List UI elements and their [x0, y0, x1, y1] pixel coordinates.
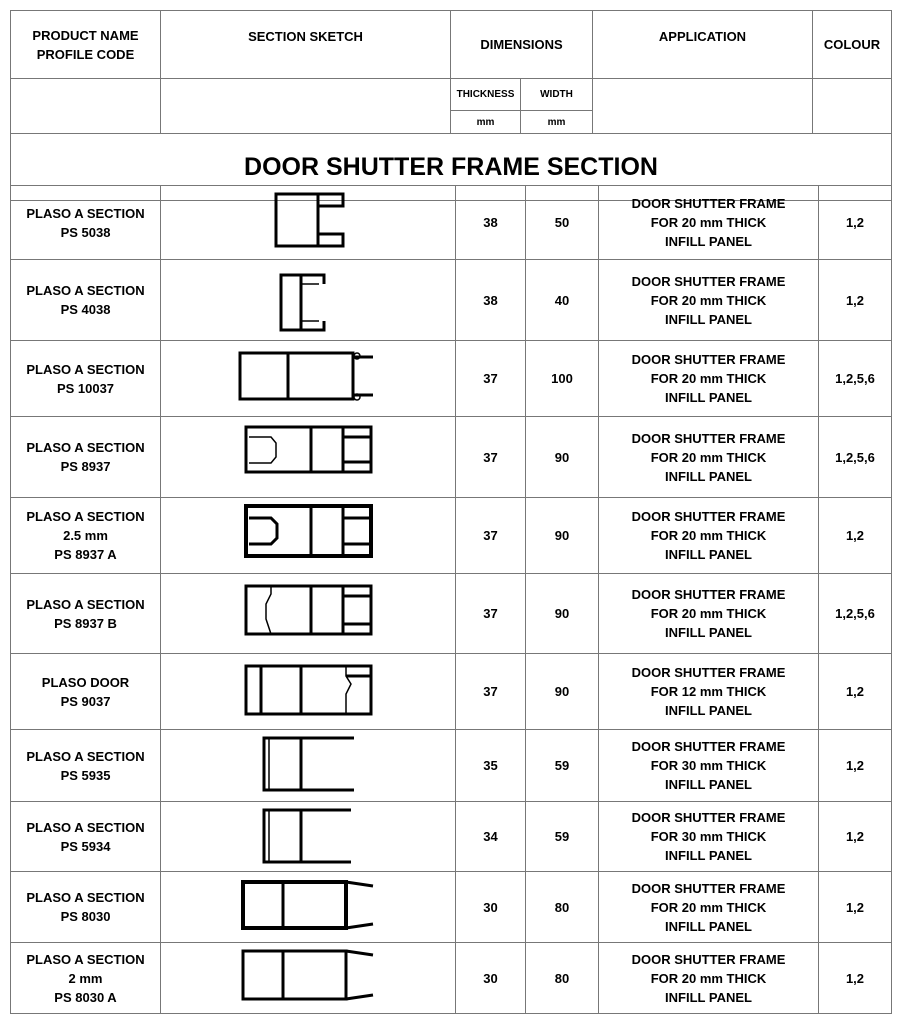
product-name-line: PS 5934 — [60, 838, 111, 854]
table-row — [11, 260, 892, 341]
product-name-line: PLASO A SECTION — [26, 596, 145, 612]
section-sketch-drawing — [161, 943, 456, 1013]
application-line: DOOR SHUTTER FRAME — [631, 810, 786, 825]
application-line: INFILL PANEL — [665, 625, 752, 640]
section-title: DOOR SHUTTER FRAME SECTION — [11, 134, 892, 201]
section-sketch-cell — [161, 186, 456, 260]
product-name-line: PS 4038 — [60, 302, 111, 317]
width-cell: 90 — [526, 417, 599, 498]
width-cell: 90 — [526, 574, 599, 654]
application-line: FOR 12 mm THICK — [650, 684, 767, 699]
product-name-line: PS 9037 — [60, 693, 111, 709]
application-cell — [599, 574, 819, 654]
product-name-line: PS 8030 A — [54, 989, 117, 1005]
product-name-line: PLASO A SECTION — [26, 440, 145, 455]
section-sketch-drawing — [161, 186, 456, 259]
application-line: INFILL PANEL — [665, 547, 752, 562]
application-line: FOR 20 mm THICK — [650, 371, 767, 386]
application-line: INFILL PANEL — [665, 234, 752, 249]
colour-cell: 1,2 — [819, 730, 892, 802]
header-application: APPLICATION — [593, 11, 813, 79]
application-line: INFILL PANEL — [665, 848, 752, 863]
section-sketch-cell — [161, 341, 456, 417]
application-line: DOOR SHUTTER FRAME — [631, 196, 786, 211]
section-sketch-cell — [161, 574, 456, 654]
product-name-line: PS 8030 — [60, 909, 111, 924]
section-sketch-cell — [161, 802, 456, 872]
colour-cell: 1,2 — [819, 802, 892, 872]
application-line: DOOR SHUTTER FRAME — [631, 880, 786, 896]
product-name-line: PS 8937 — [60, 459, 111, 474]
product-name-cell — [11, 417, 161, 498]
table-row — [11, 498, 892, 574]
table-header — [10, 10, 892, 201]
application-line: FOR 20 mm THICK — [650, 215, 767, 230]
width-cell: 40 — [526, 260, 599, 341]
application-line: INFILL PANEL — [665, 311, 752, 327]
table-row — [11, 943, 892, 1014]
width-cell: 50 — [526, 186, 599, 260]
application-cell — [599, 872, 819, 943]
section-sketch-cell — [161, 654, 456, 730]
application-cell — [599, 341, 819, 417]
application-cell — [599, 417, 819, 498]
table-row — [11, 417, 892, 498]
application-line: FOR 20 mm THICK — [650, 899, 767, 915]
application-line: INFILL PANEL — [665, 918, 752, 934]
header-product-name: PRODUCT NAME — [32, 27, 139, 43]
application-line: INFILL PANEL — [665, 989, 752, 1005]
width-cell: 59 — [526, 802, 599, 872]
product-name-line: 2.5 mm — [63, 528, 108, 543]
product-name-line: PS 5038 — [60, 224, 111, 240]
table-row — [11, 574, 892, 654]
header-thickness-unit: mm — [451, 111, 521, 134]
application-line: DOOR SHUTTER FRAME — [631, 587, 786, 602]
header-colour: COLOUR — [813, 11, 892, 79]
section-sketch-drawing — [161, 260, 456, 340]
thickness-cell: 38 — [456, 186, 526, 260]
header-blank — [813, 79, 892, 134]
thickness-cell: 30 — [456, 943, 526, 1014]
product-name-cell — [11, 730, 161, 802]
table-row — [11, 654, 892, 730]
colour-cell: 1,2,5,6 — [819, 417, 892, 498]
product-name-line: PLASO A SECTION — [26, 283, 145, 298]
application-line: INFILL PANEL — [665, 777, 752, 792]
product-name-line: PLASO A SECTION — [26, 951, 145, 967]
header-width: WIDTH — [521, 79, 593, 111]
product-name-cell — [11, 654, 161, 730]
application-line: FOR 30 mm THICK — [650, 829, 767, 844]
header-blank — [161, 79, 451, 134]
thickness-cell: 37 — [456, 341, 526, 417]
thickness-cell: 37 — [456, 654, 526, 730]
application-line: DOOR SHUTTER FRAME — [631, 273, 786, 289]
table-row — [11, 872, 892, 943]
product-name-line: PLASO A SECTION — [26, 205, 145, 221]
product-name-line: PLASO A SECTION — [26, 890, 145, 905]
section-sketch-drawing — [161, 802, 456, 871]
section-sketch-drawing — [161, 498, 456, 573]
product-name-cell — [11, 260, 161, 341]
width-cell: 80 — [526, 943, 599, 1014]
application-line: DOOR SHUTTER FRAME — [631, 739, 786, 754]
application-cell — [599, 654, 819, 730]
application-line: INFILL PANEL — [665, 390, 752, 405]
application-cell — [599, 186, 819, 260]
thickness-cell: 38 — [456, 260, 526, 341]
header-section-sketch: SECTION SKETCH — [161, 11, 451, 79]
section-sketch-drawing — [161, 574, 456, 653]
product-name-line: PLASO DOOR — [41, 674, 130, 690]
header-blank — [593, 79, 813, 134]
table-row — [11, 341, 892, 417]
application-line: DOOR SHUTTER FRAME — [631, 430, 786, 446]
thickness-cell: 37 — [456, 417, 526, 498]
section-sketch-cell — [161, 872, 456, 943]
application-line: FOR 20 mm THICK — [650, 292, 767, 308]
product-table — [10, 185, 892, 1014]
application-line: FOR 20 mm THICK — [650, 606, 767, 621]
colour-cell: 1,2,5,6 — [819, 341, 892, 417]
application-cell — [599, 498, 819, 574]
product-name-cell — [11, 341, 161, 417]
product-name-cell — [11, 186, 161, 260]
header-thickness: THICKNESS — [451, 79, 521, 111]
table-row — [11, 730, 892, 802]
thickness-cell: 37 — [456, 498, 526, 574]
colour-cell: 1,2 — [819, 186, 892, 260]
table-row — [11, 802, 892, 872]
application-cell — [599, 943, 819, 1014]
application-line: FOR 20 mm THICK — [650, 970, 767, 986]
product-name-line: PS 10037 — [56, 380, 115, 396]
application-line: INFILL PANEL — [665, 703, 752, 718]
width-cell: 90 — [526, 498, 599, 574]
width-cell: 80 — [526, 872, 599, 943]
colour-cell: 1,2 — [819, 260, 892, 341]
section-sketch-drawing — [161, 341, 456, 416]
thickness-cell: 37 — [456, 574, 526, 654]
colour-cell: 1,2 — [819, 498, 892, 574]
product-name-line: PS 8937 B — [54, 615, 117, 631]
colour-cell: 1,2 — [819, 654, 892, 730]
application-line: FOR 20 mm THICK — [650, 528, 767, 543]
product-name-line: PLASO A SECTION — [26, 748, 145, 764]
application-cell — [599, 730, 819, 802]
application-line: FOR 30 mm THICK — [650, 758, 767, 773]
product-name-cell — [11, 943, 161, 1014]
colour-cell: 1,2 — [819, 872, 892, 943]
colour-cell: 1,2,5,6 — [819, 574, 892, 654]
product-name-cell — [11, 872, 161, 943]
section-sketch-drawing — [161, 730, 456, 801]
product-name-cell — [11, 498, 161, 574]
application-line: DOOR SHUTTER FRAME — [631, 352, 786, 367]
width-cell: 59 — [526, 730, 599, 802]
header-blank — [11, 79, 161, 134]
section-sketch-cell — [161, 417, 456, 498]
header-profile-code: PROFILE CODE — [36, 46, 135, 62]
table-row — [11, 186, 892, 260]
product-name-line: PLASO A SECTION — [26, 361, 145, 377]
application-line: FOR 20 mm THICK — [650, 449, 767, 465]
section-sketch-drawing — [161, 654, 456, 729]
application-cell — [599, 260, 819, 341]
thickness-cell: 30 — [456, 872, 526, 943]
application-cell — [599, 802, 819, 872]
product-name-cell — [11, 802, 161, 872]
application-line: DOOR SHUTTER FRAME — [631, 509, 786, 524]
thickness-cell: 34 — [456, 802, 526, 872]
product-name-line: 2 mm — [68, 970, 103, 986]
section-sketch-drawing — [161, 417, 456, 497]
header-width-unit: mm — [521, 111, 593, 134]
product-name-line: PS 8937 A — [54, 547, 117, 562]
product-name-line: PLASO A SECTION — [26, 819, 145, 835]
width-cell: 90 — [526, 654, 599, 730]
thickness-cell: 35 — [456, 730, 526, 802]
application-line: DOOR SHUTTER FRAME — [631, 665, 786, 680]
product-name-line: PS 5935 — [60, 767, 111, 783]
section-sketch-cell — [161, 260, 456, 341]
colour-cell: 1,2 — [819, 943, 892, 1014]
application-line: INFILL PANEL — [665, 468, 752, 484]
section-sketch-cell — [161, 730, 456, 802]
section-sketch-drawing — [161, 872, 456, 942]
header-dimensions: DIMENSIONS — [451, 11, 593, 79]
header-product — [11, 11, 161, 79]
product-name-line: PLASO A SECTION — [26, 509, 145, 524]
section-sketch-cell — [161, 943, 456, 1014]
application-line: DOOR SHUTTER FRAME — [631, 951, 786, 967]
product-name-cell — [11, 574, 161, 654]
section-sketch-cell — [161, 498, 456, 574]
width-cell: 100 — [526, 341, 599, 417]
